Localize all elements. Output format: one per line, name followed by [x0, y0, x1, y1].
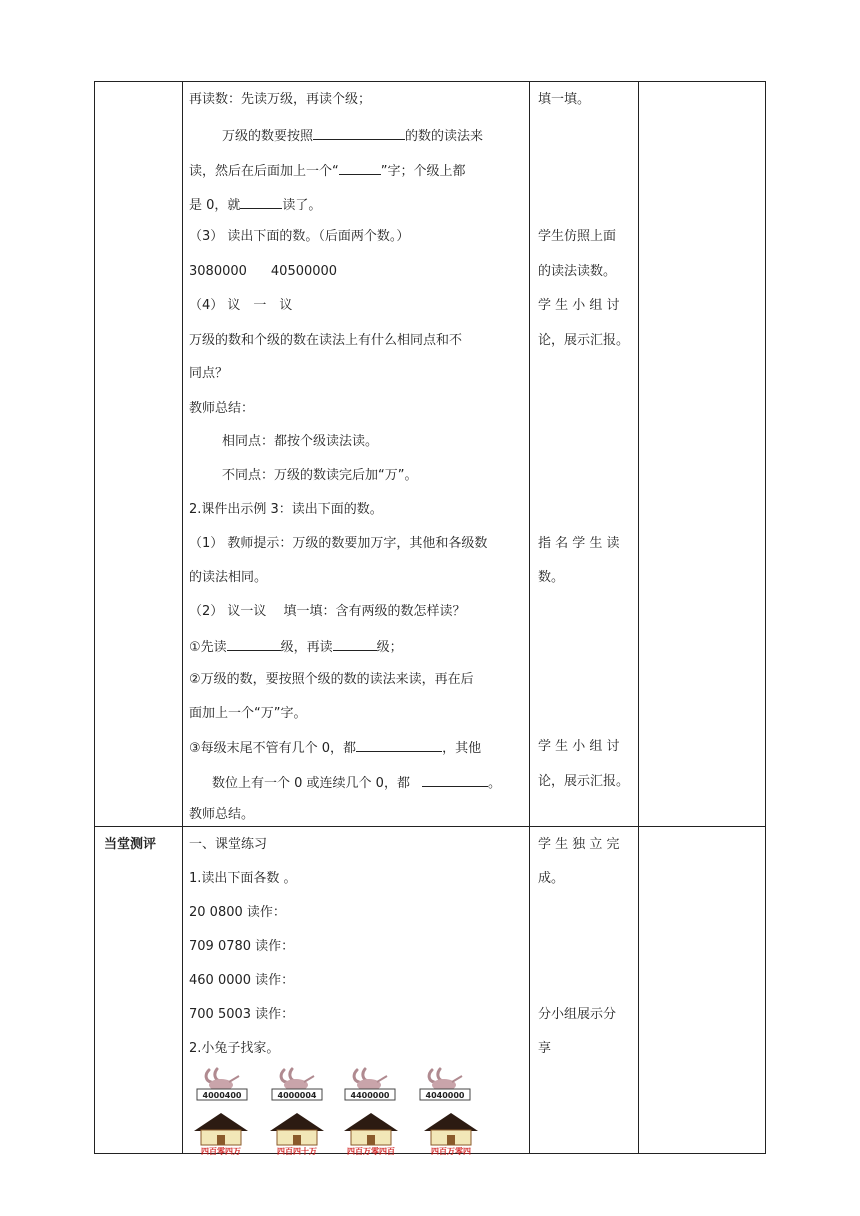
content-line: 教师总结。 [189, 807, 255, 822]
house-icon [340, 1111, 402, 1157]
bunny-icon [343, 1067, 397, 1103]
house-icon [420, 1111, 482, 1157]
fill-blank [333, 638, 377, 651]
content-line: 的读法相同。 [189, 570, 268, 585]
content-line: 同点？ [189, 366, 229, 381]
section-label: 当堂测评 [104, 837, 157, 852]
bunny-icon [195, 1067, 249, 1103]
bunny-card[interactable] [195, 1067, 249, 1103]
content-line: 700 5003 读作： [189, 1007, 295, 1022]
content-line: 2.小兔子找家。 [189, 1041, 280, 1056]
bunny-card[interactable] [270, 1067, 324, 1103]
student-activity: 指 名 学 生 读 [538, 536, 620, 551]
house-icon [266, 1111, 328, 1157]
content-line: 1.读出下面各数 。 [189, 871, 297, 886]
fill-blank [422, 774, 488, 787]
column-divider [182, 82, 183, 1153]
content-line: 教师总结： [189, 401, 255, 416]
content-line: 数位上有一个 0 或连续几个 0，都 。 [212, 776, 501, 791]
student-activity: 分小组展示分 [538, 1007, 617, 1022]
fill-blank [313, 127, 405, 140]
content-line: ①先读 级，再读 级； [189, 640, 403, 655]
content-line: 709 0780 读作： [189, 939, 295, 954]
content-line: 2.课件出示例 3：读出下面的数。 [189, 502, 383, 517]
content-line: ②万级的数，要按照个级的数的读法来读，再在后 [189, 672, 474, 687]
student-activity: 学 生 小 组 讨 [538, 739, 620, 754]
content-line: 一、课堂练习 [189, 837, 268, 852]
content-line: 相同点：都按个级读法读。 [222, 434, 379, 449]
fill-blank [240, 196, 282, 209]
bunny-number: 4400000 [350, 1091, 390, 1100]
content-line: 460 0000 读作： [189, 973, 295, 988]
content-line: ③每级末尾不管有几个 0，都 ，其他 [189, 741, 482, 756]
house-icon [190, 1111, 252, 1157]
bunny-card[interactable] [418, 1067, 472, 1103]
fill-blank [227, 638, 281, 651]
content-line: （3） 读出下面的数。（后面两个数。） [189, 229, 410, 244]
content-line: 3080000 40500000 [189, 264, 338, 279]
fill-blank [339, 162, 381, 175]
house-label: 四百零四万 [201, 1147, 241, 1156]
house-card[interactable] [340, 1111, 402, 1157]
content-line: （2） 议一议 填一填：含有两级的数怎样读？ [189, 604, 466, 619]
house-card[interactable] [420, 1111, 482, 1157]
student-activity: 学生仿照上面 [538, 229, 617, 244]
student-activity: 学 生 独 立 完 [538, 837, 620, 852]
bunny-number: 4000004 [277, 1091, 317, 1100]
house-label: 四百四十万 [277, 1147, 317, 1156]
column-divider [638, 82, 639, 1153]
bunny-card[interactable] [343, 1067, 397, 1103]
student-activity: 填一填。 [538, 92, 591, 107]
bunny-icon [270, 1067, 324, 1103]
house-card[interactable] [190, 1111, 252, 1157]
bunny-number: 4000400 [202, 1091, 242, 1100]
student-activity: 学 生 小 组 讨 [538, 298, 620, 313]
content-line: 万级的数要按照 的数的读法来 [222, 129, 484, 144]
student-activity: 论，展示汇报。 [538, 774, 630, 789]
content-line: 万级的数和个级的数在读法上有什么相同点和不 [189, 333, 463, 348]
content-line: 不同点：万级的数读完后加“万”。 [222, 468, 418, 483]
bunny-number: 4040000 [425, 1091, 465, 1100]
student-activity: 论，展示汇报。 [538, 333, 630, 348]
student-activity: 的读法读数。 [538, 264, 617, 279]
house-card[interactable] [266, 1111, 328, 1157]
student-activity: 数。 [538, 570, 565, 585]
student-activity: 享 [538, 1041, 552, 1056]
content-line: （4） 议 一 议 [189, 298, 293, 313]
bunny-icon [418, 1067, 472, 1103]
content-line: 面加上一个“万”字。 [189, 706, 307, 721]
column-divider [529, 82, 530, 1153]
house-label: 四百万零四百 [347, 1147, 395, 1156]
content-line: 再读数：先读万级，再读个级； [189, 92, 372, 107]
fill-blank [356, 739, 442, 752]
content-line: 是 0，就 读了。 [189, 198, 322, 213]
house-label: 四百万零四 [431, 1147, 471, 1156]
content-line: 读，然后在后面加上一个“ ”字；个级上都 [189, 164, 466, 179]
content-line: 20 0800 读作： [189, 905, 286, 920]
student-activity: 成。 [538, 871, 565, 886]
content-line: （1） 教师提示：万级的数要加万字，其他和各级数 [189, 536, 488, 551]
row-divider [95, 826, 765, 827]
